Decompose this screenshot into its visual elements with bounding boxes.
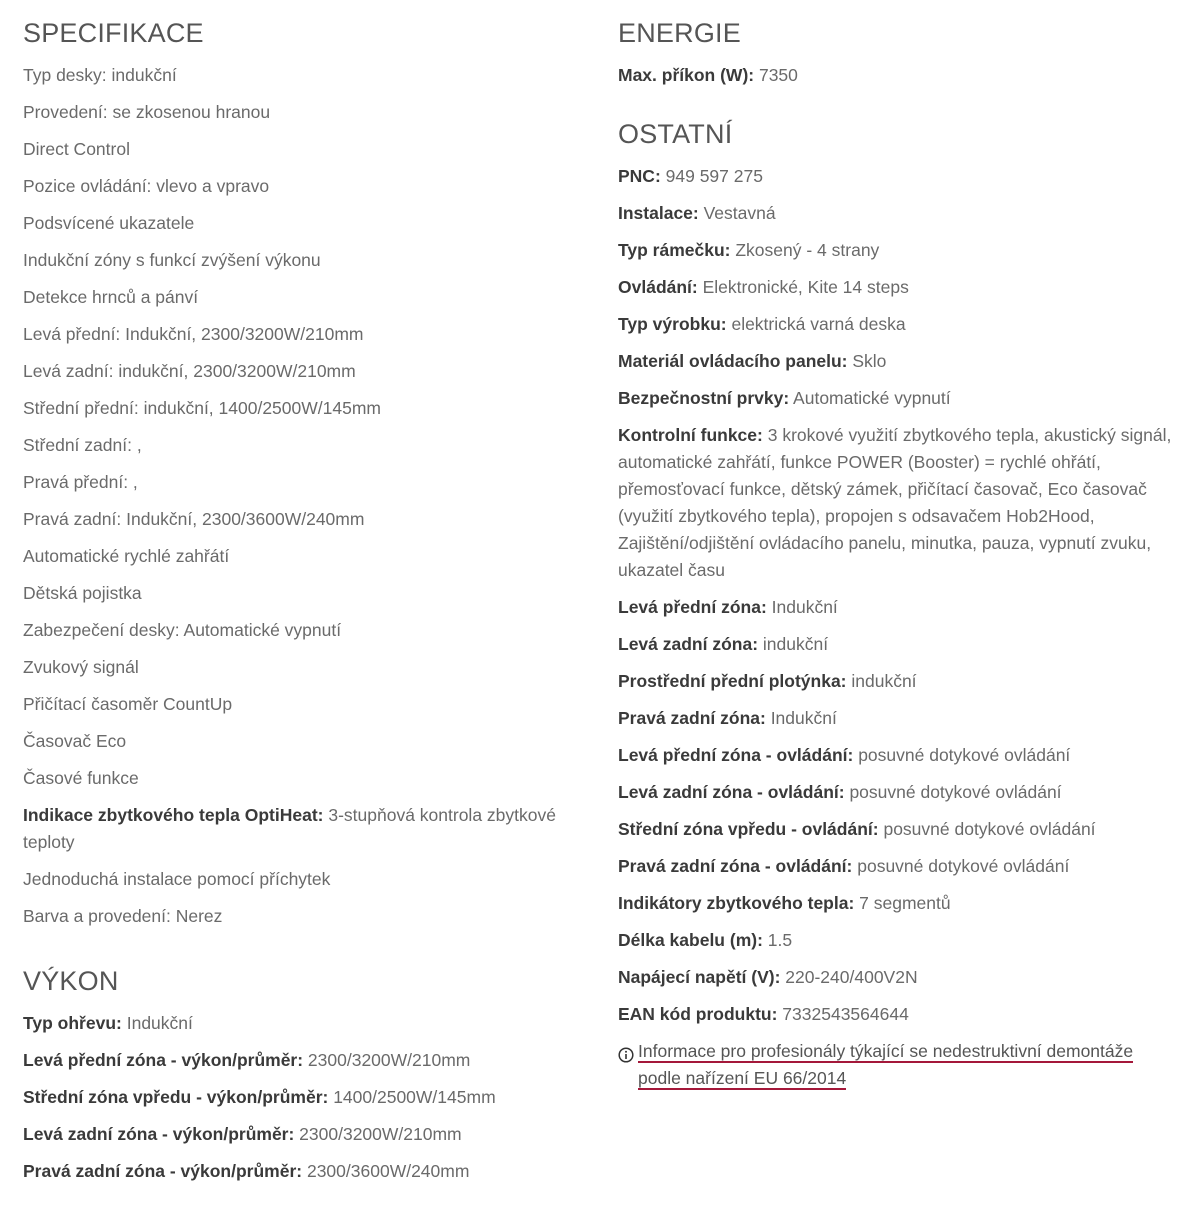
- other-item: [618, 631, 1178, 658]
- power-item-key: Typ ohřevu:: [23, 1013, 122, 1033]
- other-item-value: posuvné dotykové ovládání: [852, 856, 1070, 876]
- other-item-key: Materiál ovládacího panelu:: [618, 351, 848, 371]
- other-item: [618, 274, 1178, 301]
- other-item-value: Elektronické, Kite 14 steps: [697, 277, 909, 297]
- power-item-key: Střední zóna vpředu - výkon/průměr:: [23, 1087, 329, 1107]
- other-item: [618, 742, 1178, 769]
- other-item: [618, 816, 1178, 843]
- other-item-value: indukční: [846, 671, 917, 691]
- spec-item-value: Časové funkce: [23, 768, 139, 788]
- other-item-key: Levá přední zóna:: [618, 597, 767, 617]
- spec-item-key: Indikace zbytkového tepla OptiHeat:: [23, 805, 324, 825]
- info-circle-icon: [618, 1044, 634, 1060]
- spec-item: [23, 284, 578, 311]
- other-item-key: EAN kód produktu:: [618, 1004, 778, 1024]
- energy-item-value: 7350: [754, 65, 798, 85]
- other-item-value: 7 segmentů: [854, 893, 951, 913]
- other-item-value: elektrická varná deska: [726, 314, 906, 334]
- info-row: [618, 1038, 1178, 1092]
- other-item: [618, 200, 1178, 227]
- spec-item-value: Dětská pojistka: [23, 583, 142, 603]
- other-item-value: Sklo: [847, 351, 887, 371]
- power-item-key: Levá zadní zóna - výkon/průměr:: [23, 1124, 295, 1144]
- other-item-key: Typ výrobku:: [618, 314, 727, 334]
- power-item-value: 2300/3200W/210mm: [294, 1124, 462, 1144]
- other-item-value: 1.5: [762, 930, 793, 950]
- other-item-key: PNC:: [618, 166, 661, 186]
- spec-item: [23, 691, 578, 718]
- other-item-key: Prostřední přední plotýnka:: [618, 671, 847, 691]
- other-item-key: Střední zóna vpředu - ovládání:: [618, 819, 879, 839]
- spec-item-value: Typ desky: indukční: [23, 65, 177, 85]
- spec-item-value: Zabezpečení desky: Automatické vypnutí: [23, 620, 342, 640]
- other-item: [618, 163, 1178, 190]
- spec-item-value: Pravá přední: ,: [23, 472, 138, 492]
- other-item-key: Kontrolní funkce:: [618, 425, 763, 445]
- other-item-value: posuvné dotykové ovládání: [853, 745, 1071, 765]
- other-item-key: Levá zadní zóna - ovládání:: [618, 782, 845, 802]
- spec-item: [23, 247, 578, 274]
- spec-item-value: Barva a provedení: Nerez: [23, 906, 223, 926]
- power-heading: VÝKON: [23, 966, 119, 996]
- spec-item-value: Detekce hrnců a pánví: [23, 287, 199, 307]
- info-professionals-link[interactable]: Informace pro profesionály týkající se nedestruktivní demontáže podle nařízení EU 66/2014: [638, 1041, 1134, 1088]
- spec-item: [23, 395, 578, 422]
- spec-item-value: Levá zadní: indukční, 2300/3200W/210mm: [23, 361, 356, 381]
- spec-item-value: Direct Control: [23, 139, 130, 159]
- power-item: [23, 1121, 578, 1148]
- other-item-key: Instalace:: [618, 203, 699, 223]
- specs-list: [23, 62, 578, 930]
- spec-item: [23, 99, 578, 126]
- power-item-value: 1400/2500W/145mm: [328, 1087, 496, 1107]
- left-column: [23, 0, 578, 1185]
- other-item-key: Napájecí napětí (V):: [618, 967, 781, 987]
- spec-item-value: Podsvícené ukazatele: [23, 213, 195, 233]
- power-item: [23, 1158, 578, 1185]
- power-item-value: 2300/3200W/210mm: [303, 1050, 471, 1070]
- other-item: [618, 853, 1178, 880]
- other-item-value: Zkosený - 4 strany: [730, 240, 880, 260]
- other-item-value: Vestavná: [698, 203, 776, 223]
- spec-item: [23, 617, 578, 644]
- spec-item: [23, 765, 578, 792]
- other-item: [618, 668, 1178, 695]
- spec-item: [23, 432, 578, 459]
- power-item-key: Levá přední zóna - výkon/průměr:: [23, 1050, 304, 1070]
- other-item: [618, 385, 1178, 412]
- specs-heading: SPECIFIKACE: [23, 18, 204, 48]
- spec-item: [23, 802, 578, 856]
- spec-item: [23, 210, 578, 237]
- spec-item-value: Zvukový signál: [23, 657, 139, 677]
- spec-item-value: Pozice ovládání: vlevo a vpravo: [23, 176, 270, 196]
- spec-item-value: Levá přední: Indukční, 2300/3200W/210mm: [23, 324, 364, 344]
- other-item-key: Levá zadní zóna:: [618, 634, 759, 654]
- other-item-key: Pravá zadní zóna:: [618, 708, 766, 728]
- other-item-key: Ovládání:: [618, 277, 698, 297]
- other-item-key: Typ rámečku:: [618, 240, 731, 260]
- energy-heading: ENERGIE: [618, 18, 741, 48]
- spec-item: [23, 903, 578, 930]
- right-column: [618, 0, 1178, 1092]
- spec-item-value: Střední zadní: ,: [23, 435, 142, 455]
- other-item-value: 220-240/400V2N: [780, 967, 918, 987]
- other-item-key: Bezpečnostní prvky:: [618, 388, 790, 408]
- power-item: [23, 1047, 578, 1074]
- other-item: [618, 779, 1178, 806]
- other-item: [618, 927, 1178, 954]
- spec-item: [23, 321, 578, 348]
- power-item: [23, 1010, 578, 1037]
- spec-item: [23, 62, 578, 89]
- power-item-value: 2300/3600W/240mm: [302, 1161, 470, 1181]
- other-item: [618, 311, 1178, 338]
- spec-item-value: Provedení: se zkosenou hranou: [23, 102, 271, 122]
- other-item-value: 7332543564644: [777, 1004, 909, 1024]
- other-item-value: posuvné dotykové ovládání: [844, 782, 1062, 802]
- other-item: [618, 348, 1178, 375]
- spec-item: [23, 543, 578, 570]
- other-item: [618, 422, 1178, 584]
- other-item-value: indukční: [758, 634, 829, 654]
- other-item-key: Indikátory zbytkového tepla:: [618, 893, 855, 913]
- spec-item-value: Pravá zadní: Indukční, 2300/3600W/240mm: [23, 509, 365, 529]
- spec-item: [23, 136, 578, 163]
- spec-item: [23, 469, 578, 496]
- spec-item: [23, 173, 578, 200]
- power-list: [23, 1010, 578, 1185]
- other-item-key: Délka kabelu (m):: [618, 930, 763, 950]
- other-item-value: 3 krokové využití zbytkového tepla, akustický signál, automatické zahřátí, funkce POWER (Booster) = rychlé ohřátí, přemosťovací funkce, dětský zámek, přičítací časovač, Eco časovač (využití zbytkového tepla), propojen s odsavačem Hob2Hood, Zajištění/odjištění ovládacího panelu, minutka, pauza, vypnutí zvuku, ukazatel času: [618, 425, 1172, 580]
- other-item: [618, 237, 1178, 264]
- other-item-value: Indukční: [766, 597, 838, 617]
- spec-item: [23, 580, 578, 607]
- spec-item-value: Střední přední: indukční, 1400/2500W/145mm: [23, 398, 381, 418]
- energy-item: [618, 62, 1178, 89]
- spec-item: [23, 506, 578, 533]
- other-item-key: Levá přední zóna - ovládání:: [618, 745, 854, 765]
- other-list: [618, 163, 1178, 1028]
- spec-item: [23, 358, 578, 385]
- energy-list: [618, 62, 1178, 89]
- spec-item: [23, 728, 578, 755]
- spec-item-value: Jednoduchá instalace pomocí příchytek: [23, 869, 331, 889]
- other-heading: OSTATNÍ: [618, 119, 733, 149]
- energy-item-key: Max. příkon (W):: [618, 65, 755, 85]
- power-item-value: Indukční: [121, 1013, 193, 1033]
- other-item: [618, 705, 1178, 732]
- other-item: [618, 1001, 1178, 1028]
- spec-item: [23, 654, 578, 681]
- other-item-value: posuvné dotykové ovládání: [878, 819, 1096, 839]
- spec-item-value: Časovač Eco: [23, 731, 127, 751]
- other-item: [618, 594, 1178, 621]
- other-item-value: Indukční: [765, 708, 837, 728]
- other-item-value: Automatické vypnutí: [789, 388, 951, 408]
- spec-item-value: Indukční zóny s funkcí zvýšení výkonu: [23, 250, 321, 270]
- spec-item-value: Automatické rychlé zahřátí: [23, 546, 230, 566]
- power-item-key: Pravá zadní zóna - výkon/průměr:: [23, 1161, 303, 1181]
- other-item: [618, 964, 1178, 991]
- spec-item: [23, 866, 578, 893]
- other-item-key: Pravá zadní zóna - ovládání:: [618, 856, 853, 876]
- spec-item-value: Přičítací časoměr CountUp: [23, 694, 233, 714]
- spec-item-value: 3-stupňová kontrola zbytkové teploty: [23, 805, 556, 852]
- power-item: [23, 1084, 578, 1111]
- other-item-value: 949 597 275: [660, 166, 763, 186]
- other-item: [618, 890, 1178, 917]
